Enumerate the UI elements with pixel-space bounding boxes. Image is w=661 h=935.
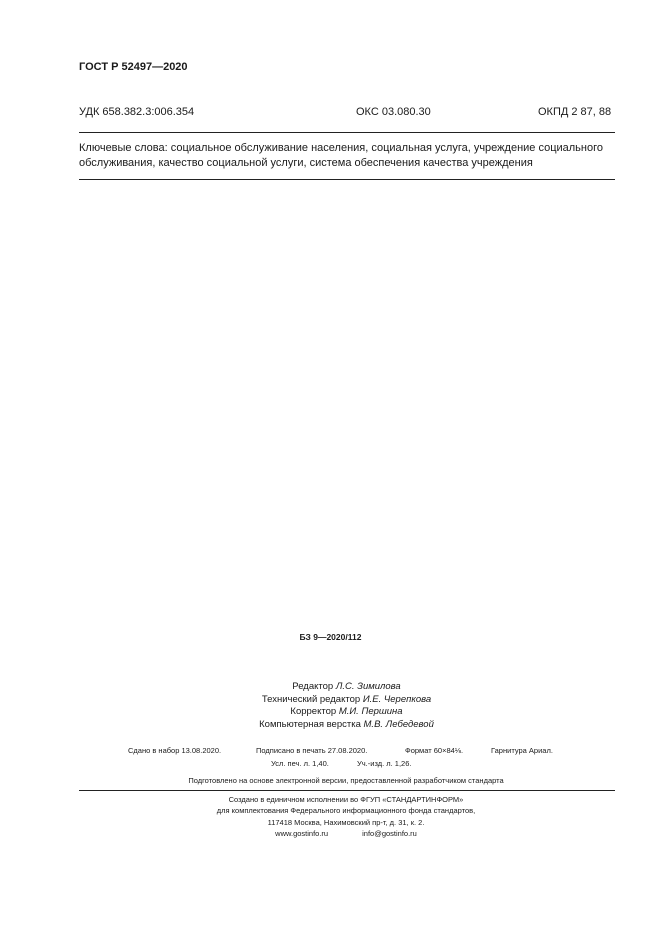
oks-code: ОКС 03.080.30 bbox=[356, 106, 431, 118]
bottom-divider bbox=[79, 790, 615, 791]
standard-number: ГОСТ Р 52497—2020 bbox=[79, 61, 188, 73]
print-submitted: Сдано в набор 13.08.2020. bbox=[128, 746, 222, 755]
credit-corrector bbox=[0, 706, 661, 719]
credits-block bbox=[0, 681, 661, 731]
website-link[interactable]: www.gostinfo.ru bbox=[275, 829, 329, 838]
publisher-line-2: для комплектования Федерального информационного фонда стандартов, bbox=[216, 806, 476, 815]
keywords-block bbox=[79, 141, 615, 171]
print-format: Формат 60×84⅛. bbox=[405, 746, 464, 755]
keywords-divider bbox=[79, 179, 615, 180]
publisher-contacts bbox=[0, 829, 661, 838]
print-sheets: Усл. печ. л. 1,40. bbox=[271, 759, 329, 768]
top-divider bbox=[79, 132, 615, 133]
keywords-line-2: обслуживания, качество социальной услуги, система обеспечения качества учреждения bbox=[79, 157, 533, 169]
credit-name: М.И. Першина bbox=[338, 706, 403, 717]
credit-tech-editor bbox=[0, 694, 661, 707]
publisher-address: 117418 Москва, Нахимовский пр-т, д. 31, к. 2. bbox=[267, 818, 425, 827]
credit-role: Редактор bbox=[292, 681, 334, 692]
credit-layout bbox=[0, 719, 661, 732]
publish-sheets: Уч.-изд. л. 1,26. bbox=[357, 759, 412, 768]
credit-name: И.Е. Черепкова bbox=[362, 693, 432, 705]
email-link[interactable]: info@gostinfo.ru bbox=[362, 829, 417, 838]
credit-role: Технический редактор bbox=[261, 693, 361, 705]
udk-code: УДК 658.382.3:006.354 bbox=[79, 106, 195, 118]
print-typeface: Гарнитура Ариал. bbox=[491, 746, 553, 755]
publisher-line-1: Создано в единичном исполнении во ФГУП «СТАНДАРТИНФОРМ» bbox=[228, 795, 464, 804]
credit-name: Л.С. Зимилова bbox=[335, 681, 401, 692]
credit-editor bbox=[0, 681, 661, 694]
credit-name: М.В. Лебедевой bbox=[363, 718, 434, 730]
keywords-line-1: Ключевые слова: социальное обслуживание населения, социальная услуга, учреждение социального bbox=[79, 142, 603, 154]
credit-role: Корректор bbox=[290, 706, 337, 717]
okpd-code: ОКПД 2 87, 88 bbox=[538, 106, 612, 118]
print-signed: Подписано в печать 27.08.2020. bbox=[256, 746, 368, 755]
credit-role: Компьютерная верстка bbox=[259, 718, 361, 730]
bz-number: БЗ 9—2020/112 bbox=[299, 632, 362, 642]
prepared-note: Подготовлено на основе электронной версии, предоставленной разработчиком стандарта bbox=[188, 776, 504, 785]
